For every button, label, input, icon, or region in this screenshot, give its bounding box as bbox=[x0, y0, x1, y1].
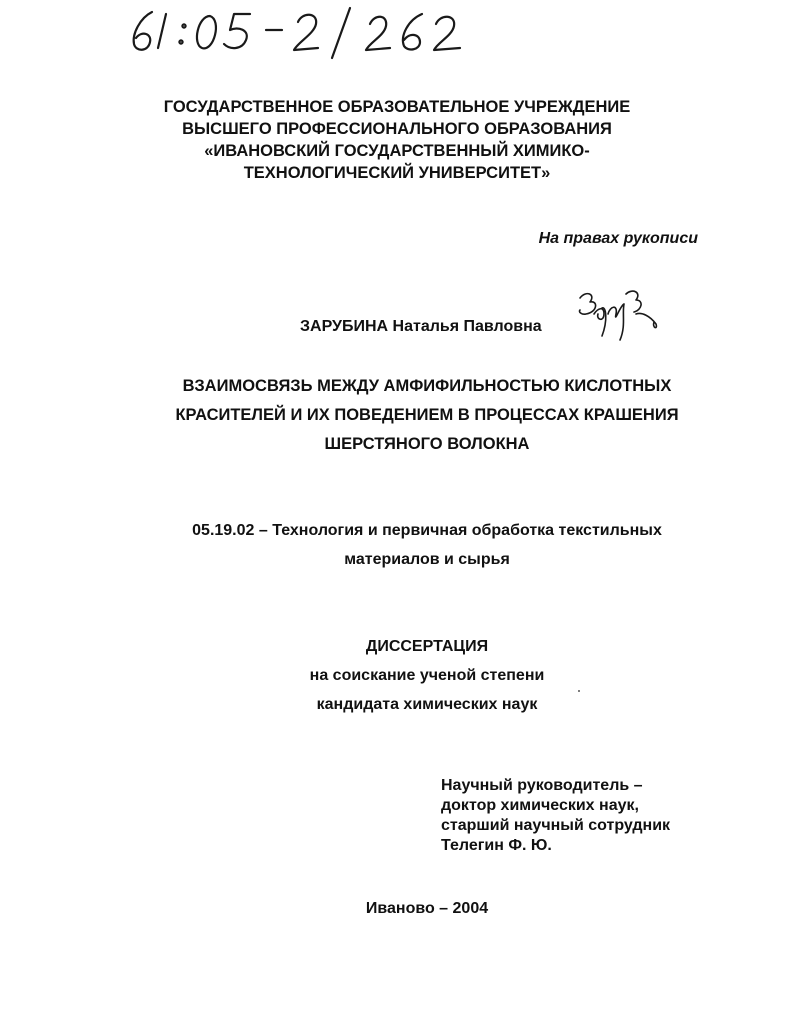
title-line: КРАСИТЕЛЕЙ И ИХ ПОВЕДЕНИЕМ В ПРОЦЕССАХ КРАШЕНИЯ bbox=[175, 406, 679, 424]
supervisor-line: старший научный сотрудник bbox=[441, 817, 671, 834]
institution-line: ГОСУДАРСТВЕННОЕ ОБРАЗОВАТЕЛЬНОЕ УЧРЕЖДЕНИЕ bbox=[163, 98, 631, 116]
supervisor-line: доктор химических наук, bbox=[441, 797, 639, 814]
title-line: ШЕРСТЯНОГО ВОЛОКНА bbox=[324, 435, 530, 453]
manuscript-rights-note: На правах рукописи bbox=[538, 230, 698, 247]
author-name: ЗАРУБИНА Наталья Павловна bbox=[300, 318, 542, 335]
specialty-code bbox=[0, 516, 794, 574]
degree-statement bbox=[0, 632, 794, 719]
scan-speck bbox=[578, 690, 580, 692]
city-and-year: Иваново – 2004 bbox=[365, 900, 489, 917]
dissertation-title bbox=[0, 372, 794, 459]
supervisor-line: Научный руководитель – bbox=[441, 777, 643, 794]
specialty-line: материалов и сырья bbox=[344, 551, 510, 568]
institution-line: «ИВАНОВСКИЙ ГОСУДАРСТВЕННЫЙ ХИМИКО- bbox=[204, 142, 590, 160]
institution-name bbox=[0, 96, 794, 184]
institution-line: ТЕХНОЛОГИЧЕСКИЙ УНИВЕРСИТЕТ» bbox=[243, 164, 551, 182]
degree-line: кандидата химических наук bbox=[316, 696, 538, 713]
degree-heading: ДИССЕРТАЦИЯ bbox=[365, 638, 489, 655]
supervisor-name: Телегин Ф. Ю. bbox=[441, 837, 552, 854]
degree-line: на соискание ученой степени bbox=[309, 667, 545, 684]
specialty-line: 05.19.02 – Технология и первичная обработка текстильных bbox=[192, 522, 662, 539]
supervisor-block bbox=[441, 776, 670, 856]
archive-stamp bbox=[118, 0, 478, 60]
title-line: ВЗАИМОСВЯЗЬ МЕЖДУ АМФИФИЛЬНОСТЬЮ КИСЛОТНЫХ bbox=[182, 377, 672, 395]
author-signature bbox=[572, 284, 664, 344]
institution-line: ВЫСШЕГО ПРОФЕССИОНАЛЬНОГО ОБРАЗОВАНИЯ bbox=[182, 120, 612, 138]
